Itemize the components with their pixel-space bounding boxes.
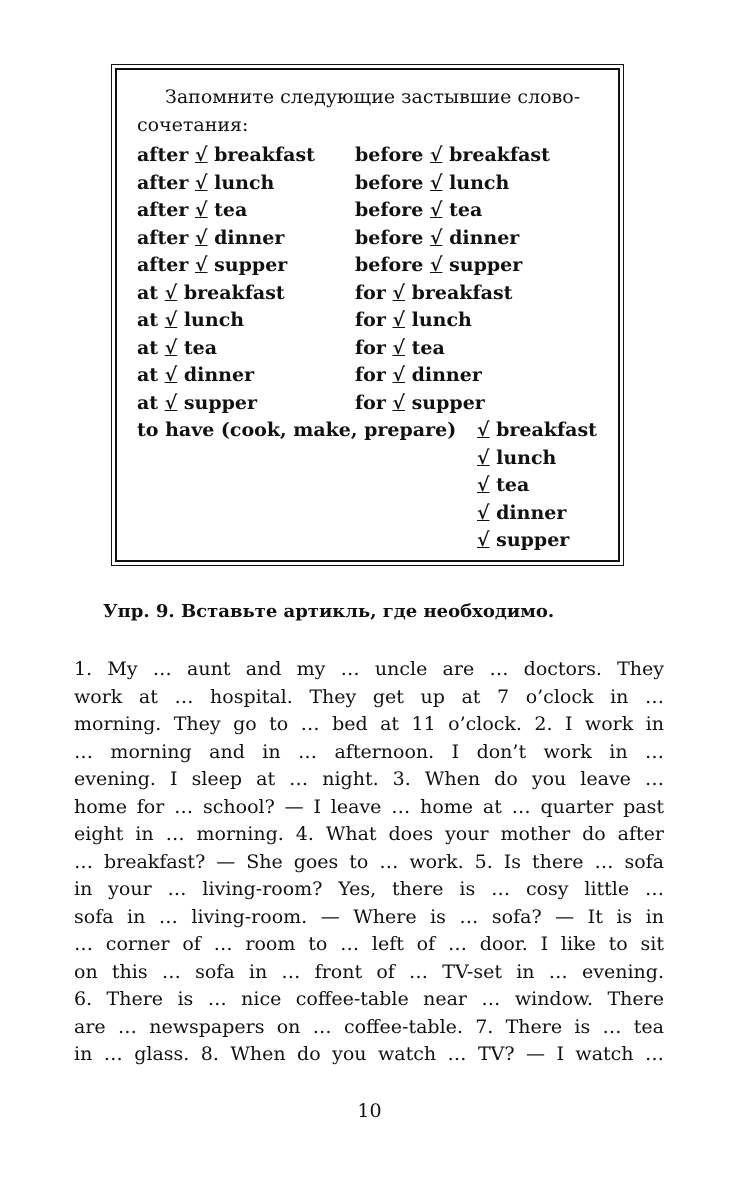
phrase-row — [137, 280, 315, 308]
exercise-line: are … newspapers on … coffee-table. 7. There is … tea — [74, 1015, 664, 1038]
phrase-row — [137, 142, 315, 170]
preposition: at — [137, 336, 159, 359]
meal: dinner — [183, 364, 255, 386]
phrase-row — [355, 390, 550, 418]
meal: breakfast — [411, 281, 513, 304]
preposition: before — [355, 254, 424, 276]
check-mark-icon: √ — [194, 199, 208, 221]
phrase-row — [137, 390, 315, 418]
check-mark-icon: √ — [477, 529, 490, 551]
exercise-line: 6. There is … nice coffee-table near … window. There — [74, 988, 664, 1010]
check-mark-icon: √ — [392, 281, 405, 304]
meal: dinner — [411, 364, 482, 386]
preposition: after — [137, 226, 189, 249]
exercise-text — [74, 656, 664, 1069]
phrase-row — [355, 170, 550, 198]
check-mark-icon: √ — [429, 171, 443, 194]
exercise-line: home for … school? — I leave … home at … quarter past — [74, 795, 664, 818]
check-mark-icon: √ — [164, 309, 178, 331]
meal: dinner — [449, 226, 520, 249]
box-intro — [137, 84, 607, 139]
phrase-row — [355, 362, 550, 390]
meal: tea — [496, 474, 530, 496]
phrase-row — [137, 252, 315, 280]
exercise-line: … breakfast? — She goes to … work. 5. Is there … sofa — [74, 850, 664, 873]
exercise-line: on this … sofa in … front of … TV-set in … evening. — [74, 960, 664, 983]
preposition: after — [137, 171, 189, 194]
check-mark-icon: √ — [429, 254, 443, 276]
meal: dinner — [496, 501, 567, 524]
check-mark-icon: √ — [392, 364, 405, 386]
have-meal-row — [477, 445, 597, 473]
meal: lunch — [214, 171, 275, 194]
check-mark-icon: √ — [164, 281, 178, 304]
meal: breakfast — [214, 144, 315, 166]
exercise-line: … morning and in … afternoon. I don’t work in … — [74, 740, 664, 763]
meal: supper — [214, 254, 288, 276]
have-phrase: to have (cook, make, prepare) — [137, 419, 457, 441]
preposition: after — [137, 144, 189, 166]
phrase-row — [137, 197, 315, 225]
check-mark-icon: √ — [392, 336, 405, 359]
preposition: for — [355, 391, 386, 414]
check-mark-icon: √ — [164, 391, 178, 414]
check-mark-icon: √ — [194, 254, 208, 276]
preposition: for — [355, 364, 386, 386]
phrases-box — [111, 64, 624, 566]
box-intro-line-2: сочетания: — [137, 113, 249, 136]
meal: breakfast — [449, 144, 550, 166]
preposition: before — [355, 144, 424, 166]
phrase-row — [137, 307, 315, 335]
meal: supper — [449, 254, 523, 276]
exercise-title: Упр. 9. Вставьте артикль, где необходимо. — [103, 601, 555, 622]
exercise-line: in your … living-room? Yes, there is … cosy little … — [74, 878, 664, 900]
phrase-row — [355, 197, 550, 225]
check-mark-icon: √ — [392, 391, 405, 414]
exercise-line: 1. My … aunt and my … uncle are … doctors. They — [74, 658, 664, 680]
have-meal-row — [477, 527, 597, 555]
phrase-row — [137, 362, 315, 390]
meal: lunch — [411, 309, 472, 331]
check-mark-icon: √ — [429, 144, 443, 166]
exercise-line: work at … hospital. They get up at 7 o’clock in … — [74, 685, 664, 708]
check-mark-icon: √ — [477, 446, 490, 469]
preposition: at — [137, 364, 159, 386]
meal: lunch — [449, 171, 510, 194]
meal: dinner — [214, 226, 285, 249]
check-mark-icon: √ — [194, 171, 208, 194]
check-mark-icon: √ — [194, 144, 208, 166]
have-meal-row — [477, 472, 597, 500]
phrase-row — [137, 335, 315, 363]
exercise-line: … corner of … room to … left of … door. I like to sit — [74, 933, 664, 955]
check-mark-icon: √ — [392, 309, 405, 331]
check-mark-icon: √ — [477, 501, 490, 524]
meal: supper — [411, 391, 485, 414]
exercise-line: in … glass. 8. When do you watch … TV? — I watch … — [74, 1043, 664, 1065]
preposition: after — [137, 199, 189, 221]
exercise-line: morning. They go to … bed at 11 o’clock. 2. I work in — [74, 713, 664, 735]
phrase-row — [137, 225, 315, 253]
meal: lunch — [496, 446, 557, 469]
right-phrase-column — [355, 142, 550, 417]
preposition: before — [355, 171, 424, 194]
preposition: before — [355, 226, 424, 249]
box-intro-line-1: Запомните следующие застывшие слово- — [165, 86, 581, 108]
have-meal-row — [477, 500, 597, 528]
meal: supper — [496, 529, 570, 551]
have-meal-list — [477, 417, 597, 555]
meal: breakfast — [183, 281, 285, 304]
preposition: at — [137, 281, 159, 304]
check-mark-icon: √ — [194, 226, 208, 249]
phrase-row — [355, 280, 550, 308]
meal: tea — [449, 199, 483, 221]
phrase-row — [355, 335, 550, 363]
check-mark-icon: √ — [164, 336, 178, 359]
preposition: for — [355, 336, 386, 359]
preposition: before — [355, 199, 424, 221]
page-number: 10 — [357, 1100, 382, 1122]
check-mark-icon: √ — [429, 226, 443, 249]
preposition: at — [137, 309, 159, 331]
meal: tea — [214, 199, 248, 221]
check-mark-icon: √ — [429, 199, 443, 221]
phrase-row — [355, 252, 550, 280]
left-phrase-column — [137, 142, 315, 417]
phrase-row — [355, 142, 550, 170]
phrase-row — [355, 307, 550, 335]
have-meal-row — [477, 417, 597, 445]
meal: supper — [183, 391, 258, 414]
preposition: for — [355, 281, 386, 304]
check-mark-icon: √ — [477, 419, 490, 441]
preposition: after — [137, 254, 189, 276]
exercise-line: eight in … morning. 4. What does your mother do after — [74, 823, 664, 845]
preposition: for — [355, 309, 386, 331]
check-mark-icon: √ — [477, 474, 490, 496]
preposition: at — [137, 391, 159, 414]
phrase-row — [137, 170, 315, 198]
phrase-row — [355, 225, 550, 253]
check-mark-icon: √ — [164, 364, 178, 386]
exercise-line: evening. I sleep at … night. 3. When do you leave … — [74, 768, 664, 790]
meal: lunch — [183, 309, 245, 331]
meal: tea — [183, 336, 218, 359]
meal: tea — [411, 336, 445, 359]
phrases-box-inner — [115, 68, 620, 562]
exercise-line: sofa in … living-room. — Where is … sofa? — It is in — [74, 905, 664, 928]
meal: breakfast — [496, 419, 597, 441]
